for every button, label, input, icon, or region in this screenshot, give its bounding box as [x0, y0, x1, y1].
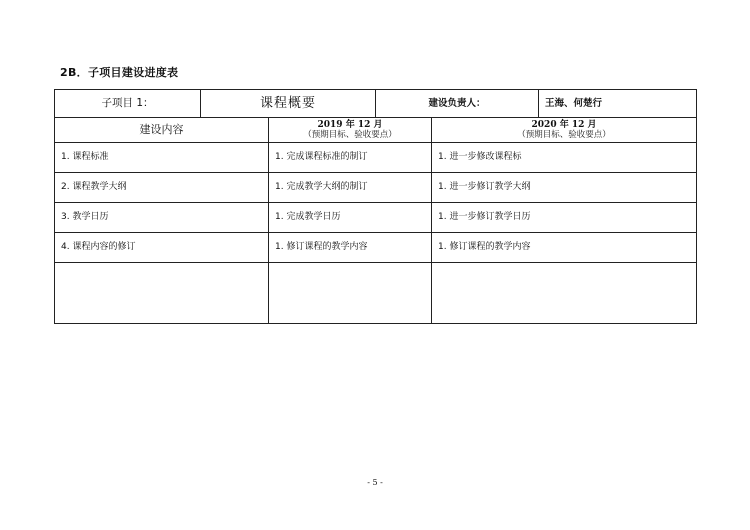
cell-content: 4. 课程内容的修订 — [55, 233, 269, 263]
cell-goal-2020: 1. 进一步修订教学日历 — [432, 203, 697, 233]
responsible-value: 王海、何楚行 — [539, 90, 697, 118]
table-row-empty — [55, 263, 697, 324]
table-row — [55, 203, 697, 233]
cell-content: 3. 教学日历 — [55, 203, 269, 233]
header-row-subproject — [55, 90, 697, 118]
column-header-2019 — [269, 118, 432, 143]
column-2020-year: 2020 年 12 月 — [531, 119, 597, 130]
cell-empty — [55, 263, 269, 324]
column-2020-subtitle: （预期目标、验收要点） — [517, 130, 611, 141]
cell-goal-2020: 1. 修订课程的教学内容 — [432, 233, 697, 263]
cell-goal-2020: 1. 进一步修订教学大纲 — [432, 173, 697, 203]
subproject-name: 课程概要 — [201, 90, 376, 118]
subproject-label: 子项目 1： — [55, 90, 201, 118]
column-2019-year: 2019 年 12 月 — [317, 119, 383, 130]
cell-empty — [269, 263, 432, 324]
section-title: 2B．子项目建设进度表 — [60, 66, 179, 79]
cell-content: 2. 课程教学大纲 — [55, 173, 269, 203]
column-header-2020 — [432, 118, 697, 143]
cell-goal-2019: 1. 完成教学日历 — [269, 203, 432, 233]
table-row — [55, 173, 697, 203]
table-row — [55, 143, 697, 173]
cell-goal-2019: 1. 修订课程的教学内容 — [269, 233, 432, 263]
cell-goal-2020: 1. 进一步修改课程标 — [432, 143, 697, 173]
responsible-label: 建设负责人： — [376, 90, 539, 118]
cell-goal-2019: 1. 完成教学大纲的制订 — [269, 173, 432, 203]
cell-content: 1. 课程标准 — [55, 143, 269, 173]
progress-table-container — [54, 89, 696, 324]
column-2019-subtitle: （预期目标、验收要点） — [303, 130, 397, 141]
cell-empty — [432, 263, 697, 324]
page-number: - 5 - — [367, 478, 383, 487]
header-row-columns — [55, 118, 697, 143]
table-row — [55, 233, 697, 263]
cell-goal-2019: 1. 完成课程标准的制订 — [269, 143, 432, 173]
column-header-content: 建设内容 — [55, 118, 269, 143]
progress-table — [54, 89, 697, 324]
